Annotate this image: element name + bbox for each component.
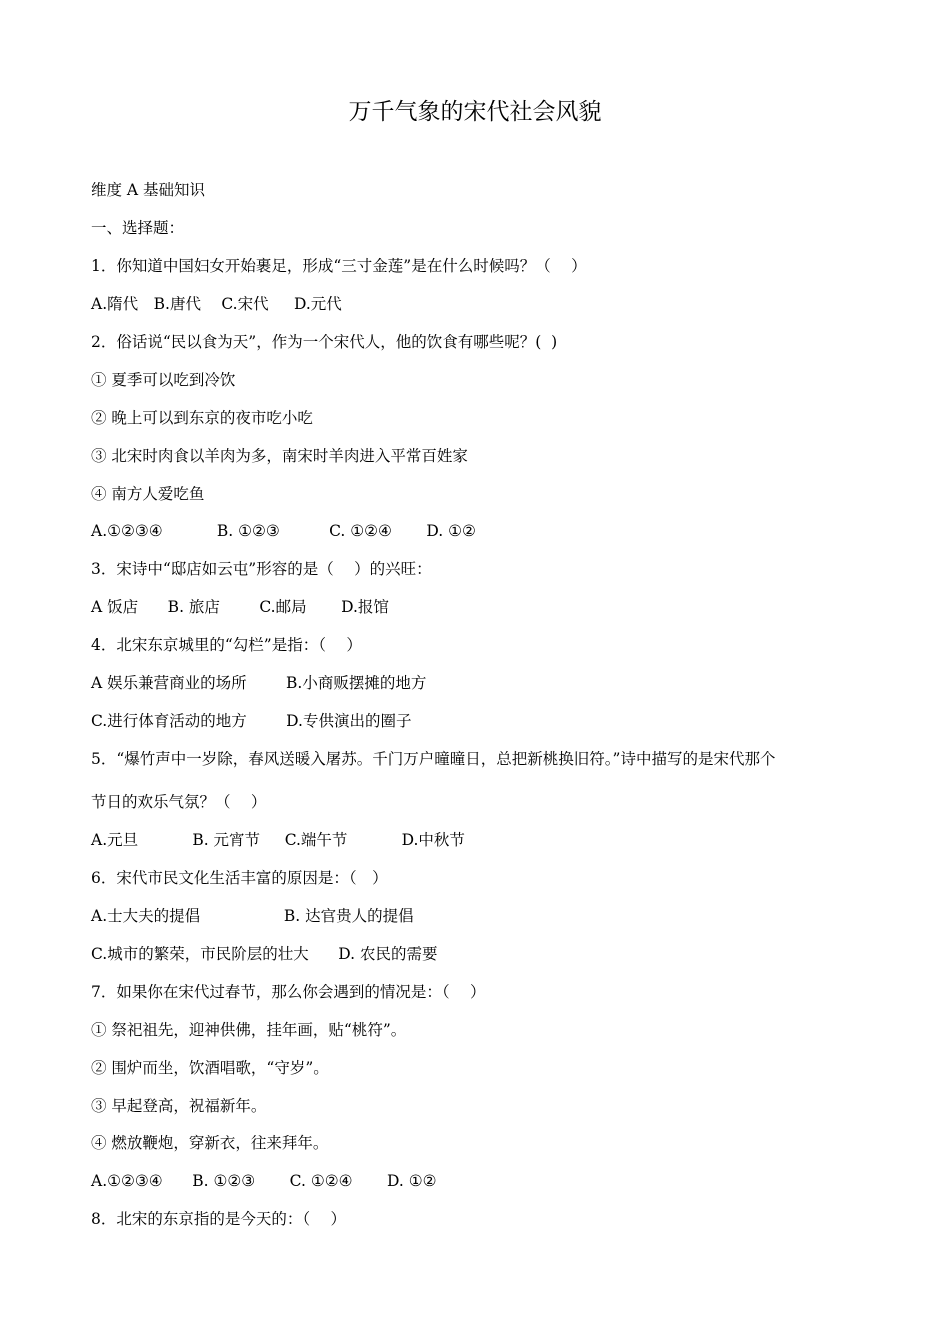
- question-6-options: C.城市的繁荣，市民阶层的壮大 D. 农民的需要: [91, 945, 438, 963]
- question-3-options: A 饭店 B. 旅店 C.邮局 D.报馆: [91, 598, 389, 616]
- question-7-item: ③ 早起登高，祝福新年。: [91, 1097, 267, 1115]
- question-5-stem-continued: 节日的欢乐气氛？（ ）: [91, 793, 267, 811]
- question-5-stem: 5．“爆竹声中一岁除，春风送暖入屠苏。千门万户曈曈日，总把新桃换旧符。”诗中描写的是宋代那个: [91, 750, 776, 768]
- question-2-item: ① 夏季可以吃到冷饮: [91, 371, 236, 389]
- question-7-item: ② 围炉而坐，饮酒唱歌，“守岁”。: [91, 1059, 329, 1077]
- question-1-options: A.隋代 B.唐代 C.宋代 D.元代: [91, 295, 342, 313]
- question-3-stem: 3．宋诗中“邸店如云屯”形容的是（ ）的兴旺：: [91, 560, 432, 578]
- question-4-options: A 娱乐兼营商业的场所 B.小商贩摆摊的地方: [91, 674, 427, 692]
- section-heading: 维度 A 基础知识: [91, 181, 206, 199]
- question-2-item: ② 晚上可以到东京的夜市吃小吃: [91, 409, 313, 427]
- question-2-options: A.①②③④ B. ①②③ C. ①②④ D. ①②: [91, 522, 476, 540]
- question-4-options: C.进行体育活动的地方 D.专供演出的圈子: [91, 712, 412, 730]
- question-4-stem: 4．北宋东京城里的“勾栏”是指：（ ）: [91, 636, 362, 654]
- question-7-options: A.①②③④ B. ①②③ C. ①②④ D. ①②: [91, 1172, 437, 1190]
- document-title: 万千气象的宋代社会风貌: [348, 99, 602, 125]
- question-1-stem: 1．你知道中国妇女开始裹足，形成“三寸金莲”是在什么时候吗？（ ）: [91, 257, 587, 275]
- question-2-item: ④ 南方人爱吃鱼: [91, 485, 205, 503]
- question-6-options: A.士大夫的提倡 B. 达官贵人的提倡: [91, 907, 414, 925]
- question-8-stem: 8．北宋的东京指的是今天的：（ ）: [91, 1210, 347, 1228]
- question-7-stem: 7．如果你在宋代过春节，那么你会遇到的情况是：（ ）: [91, 983, 486, 1001]
- question-5-options: A.元旦 B. 元宵节 C.端午节 D.中秋节: [91, 831, 465, 849]
- question-2-item: ③ 北宋时肉食以羊肉为多，南宋时羊肉进入平常百姓家: [91, 447, 468, 465]
- part-heading: 一、选择题：: [91, 219, 185, 237]
- question-6-stem: 6．宋代市民文化生活丰富的原因是：（ ）: [91, 869, 388, 887]
- question-7-item: ④ 燃放鞭炮，穿新衣，往来拜年。: [91, 1134, 329, 1152]
- question-2-stem: 2．俗话说“民以食为天”，作为一个宋代人，他的饮食有哪些呢？( ): [91, 333, 558, 351]
- question-7-item: ① 祭祀祖先，迎神供佛，挂年画，贴“桃符”。: [91, 1021, 407, 1039]
